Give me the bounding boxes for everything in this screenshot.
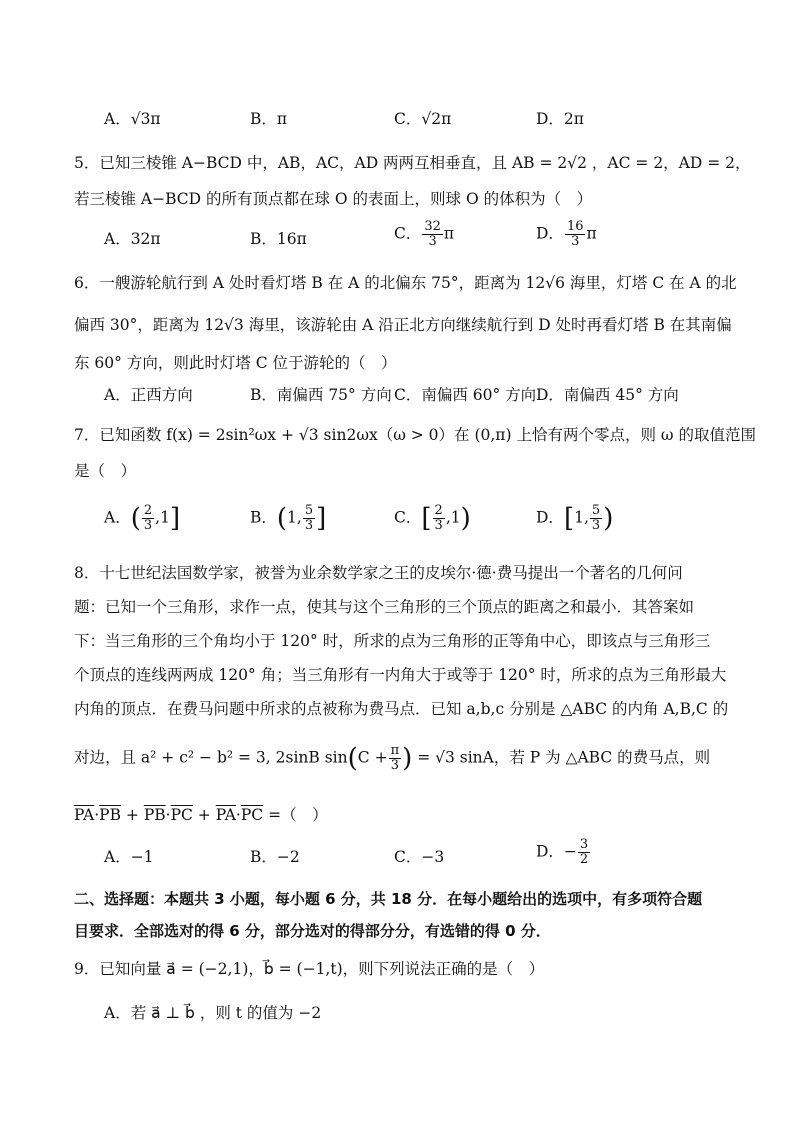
q7-option-c[interactable]: C．[ $\frac{2}{3}$ ,1) <box>394 503 471 534</box>
q8-option-d[interactable] <box>536 838 591 867</box>
interval-lower: 1 <box>287 508 297 527</box>
q8-option-b[interactable]: B．−2 <box>250 848 300 866</box>
frac-denominator: 3 <box>143 518 153 533</box>
frac-numerator: 2 <box>143 503 153 518</box>
q9-stem-line1: 9．已知向量 a⃗ = (−2,1)，b⃗ = (−1,t)，则下列说法正确的是（ ） <box>74 960 545 978</box>
q6-stem-line3: 东 60° 方向，则此时灯塔 C 位于游轮的（ ） <box>74 354 397 372</box>
q7-option-b[interactable]: B．(1, $\frac{5}{3}$ ] <box>250 503 327 534</box>
q8-line6-end: = √3 sinA，若 P 为 △ABC 的费马点，则 <box>412 748 711 767</box>
section2-heading-line1: 二、选择题：本题共 3 小题，每小题 6 分，共 18 分．在每小题给出的选项中，有多项符合题 <box>74 890 703 908</box>
q8-option-d-fraction <box>578 838 590 867</box>
pi-symbol: π <box>443 224 455 243</box>
frac-denominator: 3 <box>591 518 601 533</box>
q6-stem-line1: 6．一艘游轮航行到 A 处时看灯塔 B 在 A 的北偏东 75°，距离为 12√6 海里，灯塔 C 在 A 的北 <box>74 274 737 292</box>
q4-option-b[interactable]: B．π <box>250 110 288 128</box>
q8-stem-line6: 对边，且 a² + c² − b² = 3, 2sinB sin(C + $\frac{\pi}{3}$ ) = √3 sinA，若 P 为 △ABC 的费马点，则 <box>74 743 711 774</box>
vector-pc: $\overline{PC}$ <box>240 806 264 824</box>
frac-numerator: 32 <box>424 219 441 234</box>
vector-pb: $\overline{PB}$ <box>99 806 121 824</box>
q7-option-b-label: B． <box>250 508 277 527</box>
interval-lower: 1 <box>574 508 584 527</box>
frac-denominator: 3 <box>434 518 443 533</box>
interval-upper: 1 <box>450 508 461 527</box>
q7-stem-line2: 是（ ） <box>74 462 137 480</box>
frac-denominator: 2 <box>579 852 589 867</box>
frac-numerator: 2 <box>434 503 443 518</box>
q7-option-d[interactable]: D．[1, $\frac{5}{3}$ ) <box>536 503 614 534</box>
q8-option-d-label: D．− <box>536 842 577 861</box>
q4-option-c[interactable]: C．√2π <box>394 110 452 128</box>
q6-option-b[interactable]: B．南偏西 75° 方向 <box>250 386 392 404</box>
interval-upper: 1 <box>160 508 170 527</box>
frac-numerator: 5 <box>304 503 314 518</box>
q5-option-b[interactable]: B．16π <box>250 230 307 248</box>
frac-numerator: π <box>390 743 400 758</box>
vector-pc: $\overline{PC}$ <box>170 806 193 824</box>
q6-option-d[interactable]: D．南偏西 45° 方向 <box>536 386 679 404</box>
vector-pa: $\overline{PA}$ <box>215 806 236 824</box>
q9-option-a[interactable]: A．若 a⃗ ⊥ b⃗ ，则 t 的值为 −2 <box>104 1004 322 1022</box>
q5-option-a[interactable]: A．32π <box>104 230 161 248</box>
q5-option-d-fraction <box>565 220 586 249</box>
q7-option-b-fraction <box>303 504 315 533</box>
q5-stem-line2: 若三棱锥 A−BCD 的所有顶点都在球 O 的表面上，则球 O 的体积为（ ） <box>74 190 593 208</box>
q8-pi-over-3 <box>389 744 402 773</box>
q5-option-c[interactable] <box>394 220 454 249</box>
vector-pa: $\overline{PA}$ <box>74 806 95 824</box>
q8-stem-line7: $\overline{PA}\cdot\overline{PB} + \overline{PB}\cdot\overline{PC} + \overline{PA}\cdot\overline{PC}$ =（ ） <box>74 806 328 824</box>
q6-option-a[interactable]: A．正西方向 <box>104 386 193 404</box>
frac-denominator: 3 <box>571 234 580 249</box>
pi-symbol: π <box>586 224 597 243</box>
q8-line6-start: 对边，且 a² + c² − b² = 3, 2sinB sin <box>74 748 348 767</box>
frac-numerator: 16 <box>566 219 584 234</box>
q7-option-c-fraction <box>433 504 445 533</box>
frac-denominator: 3 <box>390 758 399 773</box>
q8-option-c[interactable]: C．−3 <box>394 848 445 866</box>
q7-option-d-fraction <box>590 504 602 533</box>
frac-denominator: 3 <box>428 234 437 249</box>
q8-stem-line5: 内角的顶点．在费马问题中所求的点被称为费马点．已知 a,b,c 分别是 △ABC 的内角 A,B,C 的 <box>74 700 729 718</box>
q8-stem-line2: 题：已知一个三角形，求作一点，使其与这个三角形的三个顶点的距离之和最小．其答案如 <box>74 598 695 616</box>
q7-option-a-fraction <box>142 504 154 533</box>
q5-option-d[interactable] <box>536 220 597 249</box>
q5-option-c-label: C． <box>394 224 422 243</box>
q6-option-c[interactable]: C．南偏西 60° 方向 <box>394 386 537 404</box>
q4-option-a[interactable]: A．√3π <box>104 110 161 128</box>
q5-stem-line1: 5．已知三棱锥 A−BCD 中，AB，AC，AD 两两互相垂直，且 AB = 2√2 ，AC = 2，AD = 2， <box>74 154 751 172</box>
q8-line7-tail: =（ ） <box>263 806 328 824</box>
q8-stem-line4: 个顶点的连线两两成 120° 角；当三角形有一内角大于或等于 120° 时，所求的点为三角形最大 <box>74 666 727 684</box>
q7-stem-line1: 7．已知函数 f(x) = 2sin²ωx + √3 sin2ωx（ω > 0）在 (0,π) 上恰有两个零点，则 ω 的取值范围 <box>74 426 756 444</box>
q5-option-d-label: D． <box>536 224 564 243</box>
frac-denominator: 3 <box>304 518 314 533</box>
q4-option-d[interactable]: D．2π <box>536 110 584 128</box>
frac-numerator: 3 <box>579 837 589 852</box>
q8-stem-line3: 下：当三角形的三个角均小于 120° 时，所求的点为三角形的正等角中心，即该点与三角形三 <box>74 632 711 650</box>
vector-pb: $\overline{PB}$ <box>143 806 166 824</box>
q7-option-a-label: A． <box>104 508 131 527</box>
q5-option-c-fraction <box>422 220 443 249</box>
q6-stem-line2: 偏西 30°，距离为 12√3 海里，该游轮由 A 沿正北方向继续航行到 D 处时再看灯塔 B 在其南偏 <box>74 316 732 334</box>
q7-option-c-label: C． <box>394 508 422 527</box>
frac-numerator: 5 <box>591 503 601 518</box>
q7-option-d-label: D． <box>536 508 564 527</box>
section2-heading-line2: 目要求．全部选对的得 6 分，部分选对的得部分分，有选错的得 0 分． <box>74 922 551 940</box>
q8-stem-line1: 8．十七世纪法国数学家，被誉为业余数学家之王的皮埃尔·德·费马提出一个著名的几何问 <box>74 564 683 582</box>
q8-option-a[interactable]: A．−1 <box>104 848 154 866</box>
q7-option-a[interactable]: A．( $\frac{2}{3}$ ,1] <box>104 503 181 534</box>
